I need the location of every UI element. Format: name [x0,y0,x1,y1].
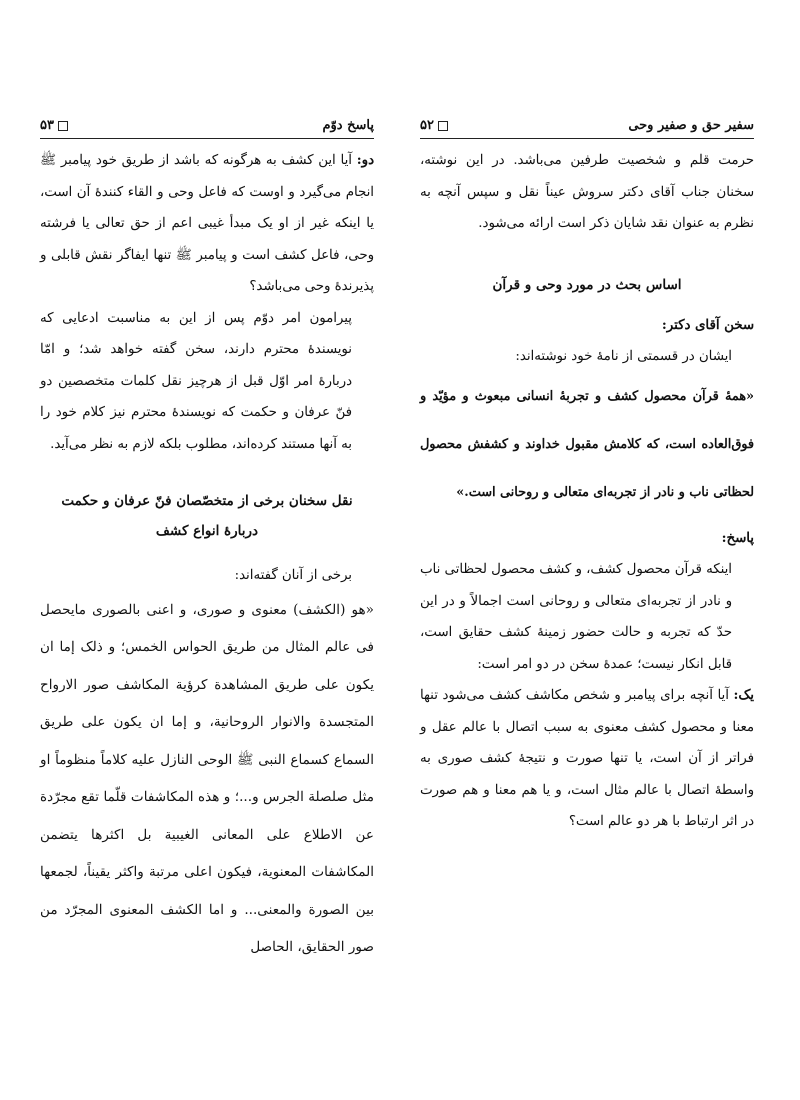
paragraph [420,680,754,838]
paragraph: حرمت قلم و شخصیت طرفین می‌باشد. در این نوشته، سخنان جناب آقای دکتر سروش عیناً نقل و سپس آنچه به نظرم به عنوان نقد شایان ذکر است ارائه می‌شود. [420,153,754,231]
section-heading: نقل سخنان برخی از متخصّصان فنّ عرفان و حکمت [61,493,353,509]
section-heading: دربارهٔ انواع کشف [155,523,259,539]
paragraph-label: دو: [356,153,374,168]
paragraph-label: یک: [733,688,754,703]
box-icon [58,121,68,131]
page-number-value: ۵۲ [420,118,434,133]
left-page [40,118,374,1078]
box-icon [438,121,448,131]
paragraph-text: آیا این کشف به هرگونه که باشد از طریق خود پیامبر ﷺ انجام می‌گیرد و اوست که فاعل وحی و القاء کنندهٔ آن است، یا اینکه غیر از او یک مبدأ غیبی اعم از حق تعالی یا فرشته وحی، فاعل کشف است و پیامبر ﷺ تنها ایفاگر نقش قابلی و پذیرندهٔ وحی می‌باشد؟ [40,153,374,294]
page-header [420,118,754,139]
paragraph: اینکه قرآن محصول کشف، و کشف محصول لحظاتی ناب و نادر از تجربه‌ای متعالی و روحانی است اجمالاً و در این حدّ که تجربه و حالت حضور زمینهٔ کشف حقایق است، قابل انکار نیست؛ عمدهٔ سخن در دو امر است: [420,562,732,672]
subheading: سخن آقای دکتر: [661,317,754,333]
arabic-quote: «هو (الکشف) معنوی و صوری، و اعنی بالصوری مایحصل فی عالم المثال من طریق الحواس الخمس؛ و ذلک إما ان یکون علی طریق المشاهدة کرؤیة المکاشف صور الارواح المتجسدة والانوار الروحانیة، و إما ان یکون علی طریق السماع کسماع النبی ﷺ الوحی النازل علیه کلاماً منظوماً او مثل صلصلة الجرس و...؛ و هذه المکاشفات قلّما تقع مجرّدة عن الاطلاع علی المعانی الغیبیة بل اکثرها یتضمن المکاشفات المعنویة، فیکون اعلی مرتبة واکثر یقیناً، لجمعها بین الصورة والمعنی... و اما الکشف المعنوی المجرّد من صور الحقایق، الحاصل [40,601,374,955]
page-number [420,118,448,133]
right-page [420,118,754,1078]
paragraph: پیرامون امر دوّم پس از این به مناسبت ادعایی که نویسندهٔ محترم دارند، سخن گفته خواهد شد؛ و امّا دربارهٔ امر اوّل قبل از هرچیز نقل کلمات متخصصین دو فنّ عرفان و حکمت که نویسندهٔ محترم نیز کلام خود را به آنها مستند کرده‌اند، مطلوب بلکه لازم به نظر می‌آید. [40,310,352,452]
paragraph [40,145,374,303]
quote-intro: ایشان در قسمتی از نامهٔ خود نوشته‌اند: [515,349,732,364]
page-number [40,118,68,133]
block-quote: «همهٔ قرآن محصول کشف و تجربهٔ انسانی مبعوث و مؤیّد و فوق‌العاده است، که کلامش مقبول خداوند و کشفش محصول لحظاتی ناب و نادر از تجربه‌ای متعالی و روحانی است.» [420,388,754,500]
running-title: سفیر حق و صفیر وحی [628,118,754,133]
page-number-value: ۵۳ [40,118,54,133]
answer-label: پاسخ: [721,530,754,546]
section-heading: اساس بحث در مورد وحی و قرآن [492,276,682,293]
page-header [40,118,374,139]
running-title: پاسخ دوّم [322,118,374,133]
paragraph-text: آیا آنچه برای پیامبر و شخص مکاشف کشف می‌شود تنها معنا و محصول کشف معنوی به سبب اتصال با عالم عقل و فراتر از آن است، یا تنها صورت و نتیجهٔ کشف صوری به واسطهٔ اتصال با عالم مثال است، و یا هم معنا و هم صورت در اثر ارتباط با هر دو عالم است؟ [420,688,754,829]
quote-intro: برخی از آنان گفته‌اند: [234,568,352,583]
